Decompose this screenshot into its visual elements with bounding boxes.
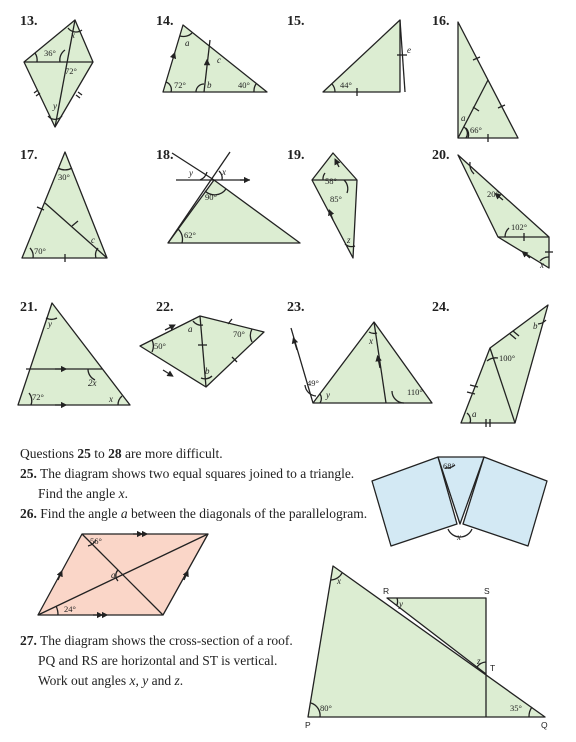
f27-point-r: R bbox=[383, 586, 390, 596]
f23-label-b: 110° bbox=[407, 387, 423, 397]
f18-label-a: 90° bbox=[205, 192, 217, 202]
f26-label-c: a bbox=[111, 570, 116, 580]
f17-label-c: c bbox=[91, 235, 95, 245]
f18-label-x: x bbox=[222, 167, 226, 177]
q27-line3-vars: x, y bbox=[129, 673, 149, 688]
f17-label-a: 30° bbox=[58, 172, 70, 182]
q26-number: 26. bbox=[20, 506, 37, 521]
f18-label-y: y bbox=[189, 168, 193, 178]
f21-label-z: 2x bbox=[88, 378, 97, 388]
question-number-19: 19. bbox=[287, 148, 305, 163]
f14-label-c: c bbox=[217, 55, 221, 65]
q27-line3-z: z bbox=[174, 673, 180, 688]
f23-label-a: 49° bbox=[307, 378, 319, 388]
f27-point-s: S bbox=[484, 586, 490, 596]
f13-label-b: 72° bbox=[65, 66, 77, 76]
f19-label-b: 85° bbox=[330, 194, 342, 204]
q27-line2: PQ and RS are horizontal and ST is vertical. bbox=[38, 653, 278, 668]
f26-label-a: 56° bbox=[90, 536, 102, 546]
f21-label-y: y bbox=[48, 319, 52, 329]
f22-label-b: 70° bbox=[233, 329, 245, 339]
f26-label-b: 24° bbox=[64, 604, 76, 614]
f27-label-y: y bbox=[399, 599, 403, 609]
f15-label-e: e bbox=[407, 45, 411, 55]
f16-label-b: 66° bbox=[470, 125, 482, 135]
f16-label-a: a bbox=[461, 113, 466, 123]
question-number-13: 13. bbox=[20, 14, 38, 29]
f27-label-x: x bbox=[337, 576, 341, 586]
question-number-16: 16. bbox=[432, 14, 450, 29]
f23-label-x: x bbox=[369, 336, 373, 346]
q27-line3-post: . bbox=[179, 673, 184, 688]
f27-point-q: Q bbox=[541, 720, 548, 730]
f20-label-b: 102° bbox=[511, 222, 528, 232]
f19-label-a: 58° bbox=[325, 176, 337, 186]
f13-label-x: x bbox=[71, 30, 75, 40]
figure-16-triangle bbox=[458, 22, 518, 142]
question-number-14: 14. bbox=[156, 14, 174, 29]
f14-label-d: 72° bbox=[174, 80, 186, 90]
f27-point-p: P bbox=[305, 720, 311, 730]
f13-label-y: y bbox=[53, 101, 57, 111]
q26-line1-post: between the diagonals of the parallelogram. bbox=[127, 506, 368, 521]
f21-label-x: x bbox=[109, 394, 113, 404]
f13-label-a: 36° bbox=[44, 48, 56, 58]
f20-label-x: x bbox=[540, 260, 544, 270]
figure-15-triangle bbox=[323, 20, 407, 96]
f19-label-z: z bbox=[347, 235, 351, 245]
f14-label-b: b bbox=[207, 80, 212, 90]
figure-20-quadrilateral bbox=[458, 155, 553, 268]
q26-line1-var: a bbox=[120, 506, 128, 521]
f17-label-b: 70° bbox=[34, 246, 46, 256]
question-number-23: 23. bbox=[287, 300, 305, 315]
question-number-24: 24. bbox=[432, 300, 450, 315]
figure-13-kite bbox=[24, 20, 93, 127]
q26-line1-pre: Find the angle bbox=[40, 506, 121, 521]
figure-26-parallelogram bbox=[38, 534, 208, 615]
q27-line3-and: and bbox=[148, 673, 175, 688]
f23-label-y: y bbox=[326, 390, 330, 400]
q25-line2-post: . bbox=[124, 486, 128, 501]
question-number-15: 15. bbox=[287, 14, 305, 29]
q27-number: 27. bbox=[20, 633, 37, 648]
q25-line1-text: The diagram shows two equal squares joined to a triangle. bbox=[40, 466, 355, 481]
f27-label-p80: 80° bbox=[320, 703, 332, 713]
f27-label-q35: 35° bbox=[510, 703, 522, 713]
q27-line1-text: The diagram shows the cross-section of a roof. bbox=[40, 633, 293, 648]
f22-label-d: b bbox=[205, 366, 210, 376]
q27-line3-pre: Work out angles bbox=[38, 673, 130, 688]
question-number-22: 22. bbox=[156, 300, 174, 315]
f24-label-b: b bbox=[533, 321, 538, 331]
question-number-18: 18. bbox=[156, 148, 174, 163]
f24-label-c: a bbox=[472, 409, 477, 419]
intro-pre: Questions bbox=[20, 446, 78, 461]
f22-label-c: a bbox=[188, 324, 193, 334]
question-number-20: 20. bbox=[432, 148, 450, 163]
figure-21-triangle bbox=[18, 303, 130, 405]
f18-label-b: 62° bbox=[184, 230, 196, 240]
f27-label-z: z bbox=[477, 656, 481, 666]
f14-label-a: a bbox=[185, 38, 190, 48]
question-number-17: 17. bbox=[20, 148, 38, 163]
f20-label-a: 20° bbox=[487, 189, 499, 199]
q25-line2-pre: Find the angle bbox=[38, 486, 119, 501]
f21-label-a: 72° bbox=[32, 392, 44, 402]
intro-post: are more difficult. bbox=[121, 446, 223, 461]
figure-27-roof bbox=[308, 566, 545, 717]
q25-line2-var: x bbox=[118, 486, 125, 501]
f27-point-t: T bbox=[490, 663, 496, 673]
f25-label-x: x bbox=[457, 532, 461, 542]
f15-label-a: 44° bbox=[340, 80, 352, 90]
f14-label-e: 40° bbox=[238, 80, 250, 90]
figure-22-rhombus bbox=[140, 316, 264, 387]
q25-number: 25. bbox=[20, 466, 37, 481]
f25-label-a: 68° bbox=[443, 461, 455, 471]
intro-n1: 25 bbox=[77, 446, 91, 461]
f22-label-a: 50° bbox=[154, 341, 166, 351]
intro-mid: to bbox=[90, 446, 109, 461]
f24-label-a: 100° bbox=[499, 353, 516, 363]
question-number-21: 21. bbox=[20, 300, 38, 315]
intro-n2: 28 bbox=[108, 446, 122, 461]
